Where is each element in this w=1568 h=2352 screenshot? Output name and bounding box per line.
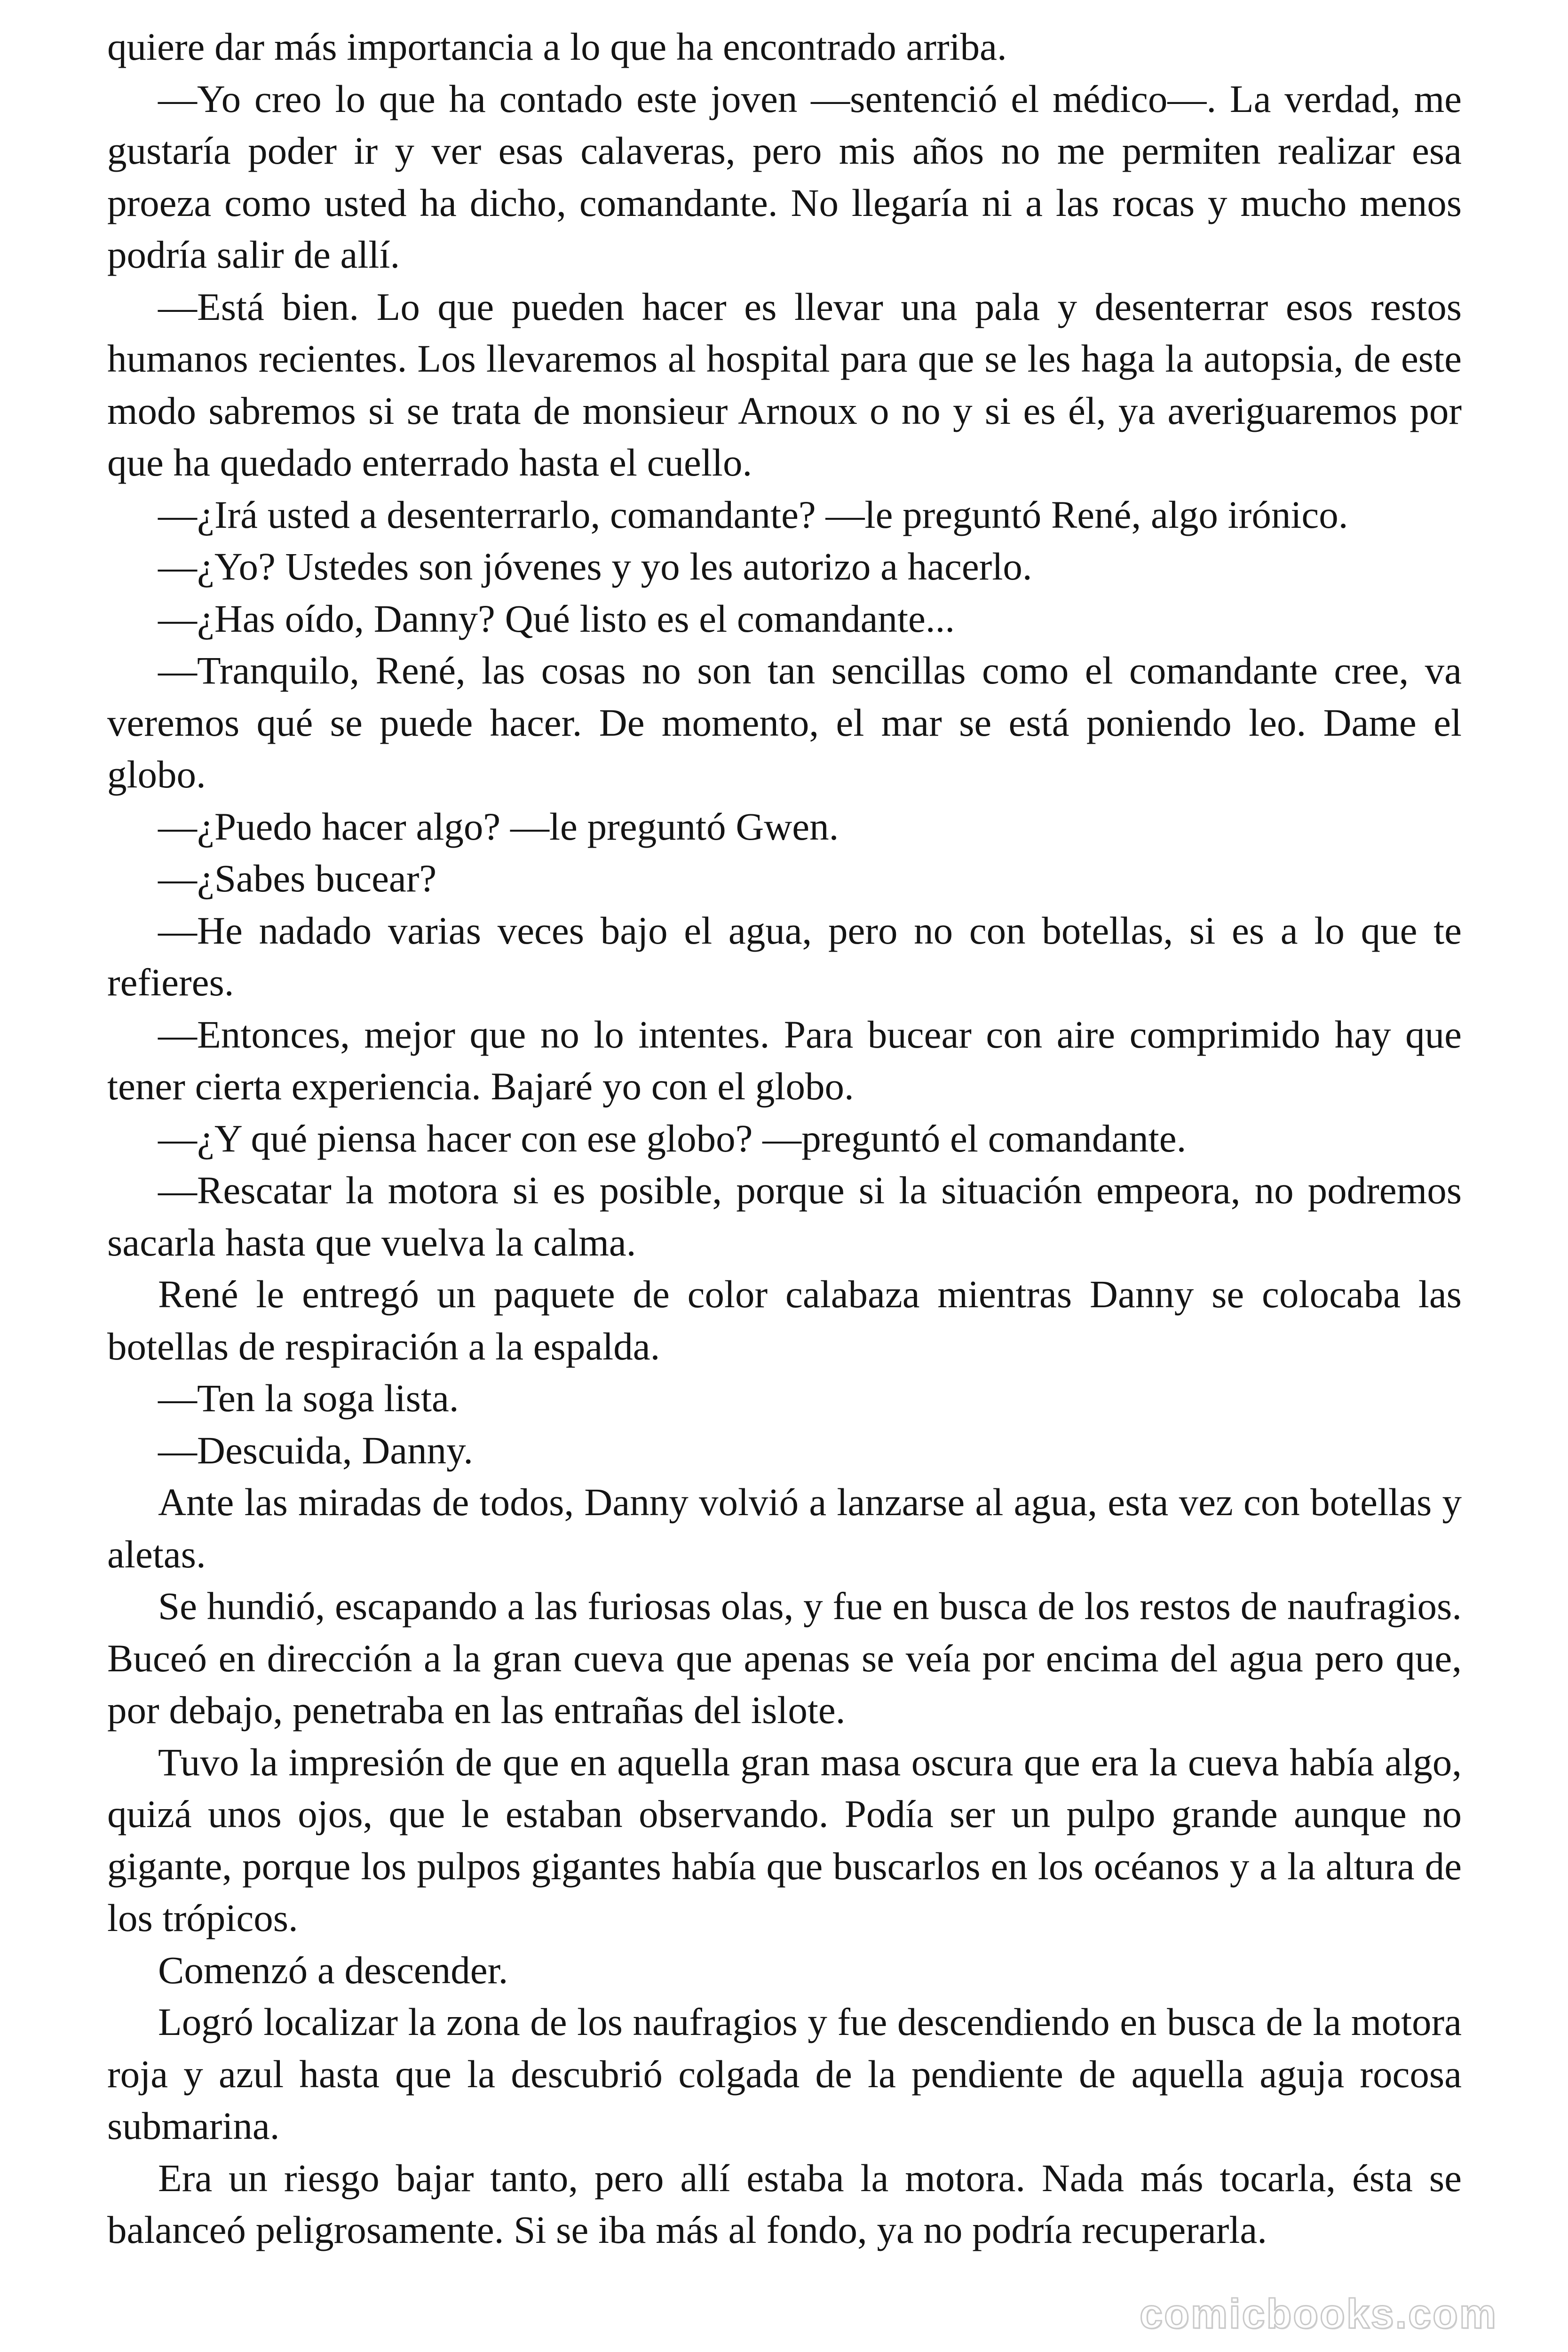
paragraph: —¿Y qué piensa hacer con ese globo? —preguntó el comandante. [158, 1116, 1187, 1160]
paragraph: quiere dar más importancia a lo que ha encontrado arriba. [107, 25, 1007, 68]
paragraph: Comenzó a descender. [158, 1948, 508, 1992]
paragraph: —¿Puedo hacer algo? —le preguntó Gwen. [158, 804, 839, 848]
paragraph: —Rescatar la motora si es posible, porque si la situación empeora, no podremos sacarla hasta que vuelva la calma. [107, 1168, 1462, 1264]
paragraph: Tuvo la impresión de que en aquella gran masa oscura que era la cueva había algo, quizá unos ojos, que le estaban observando. Podía ser un pulpo grande aunque no gigante, porque los pulpos gigantes había que buscarlos en los océanos y a la altura de los trópicos. [107, 1740, 1462, 1939]
paragraph: René le entregó un paquete de color calabaza mientras Danny se colocaba las botellas de respiración a la espalda. [107, 1272, 1462, 1368]
paragraph: —Entonces, mejor que no lo intentes. Para bucear con aire comprimido hay que tener cierta experiencia. Bajaré yo con el globo. [107, 1012, 1462, 1108]
watermark-logo: comicbooks.com [1140, 2290, 1497, 2337]
paragraph: —¿Sabes bucear? [158, 857, 437, 900]
paragraph: —Yo creo lo que ha contado este joven —sentenció el médico—. La verdad, me gustaría poder ir y ver esas calaveras, pero mis años no me permiten realizar esa proeza como usted ha dicho, comandante. No llegaría ni a las rocas y mucho menos podría salir de allí. [107, 77, 1462, 276]
paragraph: —Descuida, Danny. [158, 1428, 473, 1472]
paragraph: —He nadado varias veces bajo el agua, pero no con botellas, si es a lo que te refieres. [107, 908, 1462, 1004]
paragraph: —Ten la soga lista. [158, 1376, 459, 1420]
paragraph: —¿Yo? Ustedes son jóvenes y yo les autorizo a hacerlo. [158, 545, 1032, 588]
paragraph: —Tranquilo, René, las cosas no son tan sencillas como el comandante cree, va veremos qué se puede hacer. De momento, el mar se está poniendo leo. Dame el globo. [107, 649, 1462, 796]
paragraph: Era un riesgo bajar tanto, pero allí estaba la motora. Nada más tocarla, ésta se balanceó peligrosamente. Si se iba más al fondo, ya no podría recuperarla. [107, 2156, 1462, 2251]
paragraph: —¿Has oído, Danny? Qué listo es el comandante... [158, 596, 955, 640]
paragraph: —Está bien. Lo que pueden hacer es llevar una pala y desenterrar esos restos humanos recientes. Los llevaremos al hospital para que se les haga la autopsia, de este modo sabremos si se trata de monsieur Arnoux o no y si es él, ya averiguaremos por que ha quedado enterrado hasta el cuello. [107, 285, 1462, 484]
body-text [107, 21, 1462, 2256]
paragraph: Se hundió, escapando a las furiosas olas, y fue en busca de los restos de naufragios. Buceó en dirección a la gran cueva que apenas se veía por encima del agua pero que, por debajo, penetraba en las entrañas del islote. [107, 1584, 1462, 1732]
paragraph: Logró localizar la zona de los naufragios y fue descendiendo en busca de la motora roja y azul hasta que la descubrió colgada de la pendiente de aquella aguja rocosa submarina. [107, 2000, 1462, 2147]
paragraph: Ante las miradas de todos, Danny volvió a lanzarse al agua, esta vez con botellas y aletas. [107, 1480, 1462, 1576]
paragraph: —¿Irá usted a desenterrarlo, comandante? —le preguntó René, algo irónico. [158, 493, 1348, 536]
